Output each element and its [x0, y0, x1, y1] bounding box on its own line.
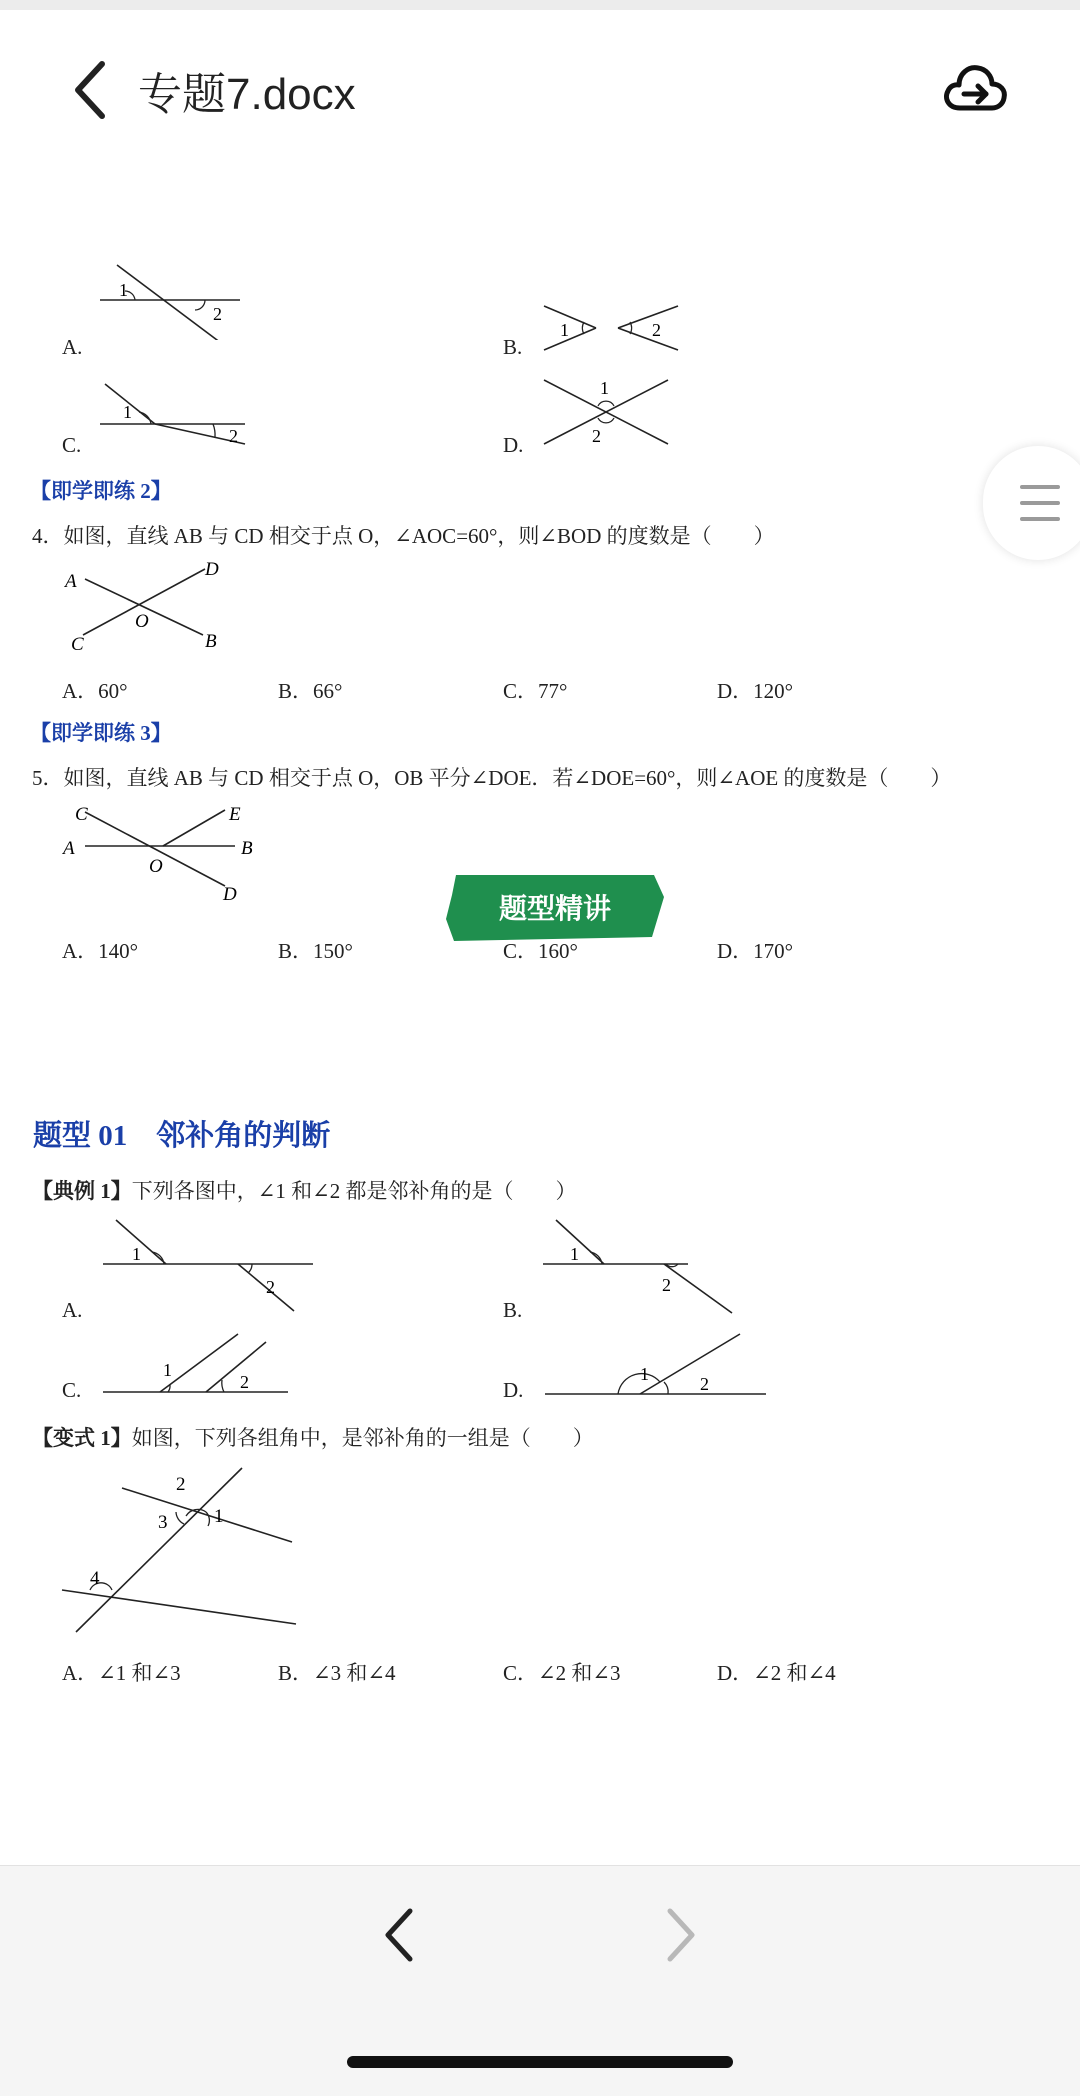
q3-figure-a [95, 260, 245, 340]
practice2-option-b: B．66° [278, 679, 343, 703]
side-menu-button[interactable] [983, 446, 1080, 560]
practice2-question: 4．如图，直线 AB 与 CD 相交于点 O，∠AOC=60°，则∠BOD 的度数是（ ） [32, 524, 775, 548]
practice2-point-o: O [135, 611, 149, 632]
practice2-figure [55, 555, 255, 650]
practice3-point-d: D [223, 884, 237, 903]
example1-c-angle1: 1 [163, 1360, 172, 1380]
q3-option-b-label: B. [503, 335, 523, 359]
status-strip [0, 0, 1080, 10]
example1-heading: 【典例 1】 [32, 1179, 132, 1203]
home-indicator[interactable] [347, 2056, 733, 2068]
example1-d-angle2: 2 [700, 1374, 709, 1394]
example1-line [32, 1175, 576, 1205]
q3-b-angle1: 1 [560, 320, 569, 340]
cloud-share-button[interactable] [940, 56, 1010, 120]
practice2-point-b: B [205, 631, 217, 650]
practice3-figure [55, 798, 275, 903]
variant1-angle1: 1 [214, 1506, 224, 1527]
chevron-left-icon [62, 50, 122, 130]
example1-option-b-label: B. [503, 1298, 523, 1322]
section-title: 题型 01 邻补角的判断 [33, 1120, 331, 1152]
practice3-option-a: A．140° [62, 939, 139, 963]
practice3-point-c: C [75, 804, 88, 825]
example1-figure-b [538, 1215, 738, 1315]
practice2-option-c: C．77° [503, 679, 568, 703]
example1-question: 下列各图中，∠1 和∠2 都是邻补角的是（ ） [131, 1179, 577, 1203]
example1-c-angle2: 2 [240, 1372, 249, 1392]
cloud-share-icon [940, 56, 1010, 120]
document-page[interactable] [0, 150, 1080, 1865]
example1-option-d-label: D. [503, 1378, 524, 1402]
practice2-point-d: D [205, 559, 219, 580]
q3-figure-d [538, 372, 678, 452]
variant1-option-c: C．∠2 和∠3 [503, 1661, 621, 1685]
q3-option-c-label: C. [62, 433, 82, 457]
practice2-point-c: C [71, 634, 84, 650]
practice2-option-d: D．120° [717, 679, 794, 703]
q3-c-angle2: 2 [229, 426, 238, 446]
section-banner-text: 题型精讲 [498, 892, 611, 925]
practice3-option-c: C．160° [503, 939, 578, 963]
q3-d-angle1: 1 [600, 378, 609, 398]
example1-figure-c [98, 1330, 298, 1400]
variant1-angle2: 2 [176, 1474, 186, 1495]
variant1-option-d: D．∠2 和∠4 [717, 1661, 836, 1685]
example1-option-c-label: C. [62, 1378, 82, 1402]
example1-b-angle2: 2 [662, 1275, 671, 1295]
example1-a-angle1: 1 [132, 1244, 141, 1264]
variant1-option-b: B．∠3 和∠4 [278, 1661, 396, 1685]
example1-figure-d [540, 1330, 770, 1400]
q3-figure-c [95, 378, 255, 458]
q3-a-angle2: 2 [213, 304, 222, 324]
app-header [0, 10, 1080, 150]
practice2-option-a: A．60° [62, 679, 128, 703]
q3-option-d-label: D. [503, 433, 524, 457]
practice3-point-b: B [241, 838, 253, 859]
practice3-heading: 【即学即练 3】 [30, 721, 172, 745]
variant1-line [32, 1422, 594, 1452]
practice2-heading: 【即学即练 2】 [30, 479, 172, 503]
chevron-left-icon [370, 1905, 430, 1965]
next-page-button[interactable] [650, 1905, 710, 1965]
variant1-figure [60, 1460, 305, 1640]
q3-a-angle1: 1 [119, 280, 128, 300]
variant1-angle3: 3 [158, 1512, 168, 1533]
practice3-question: 5．如图，直线 AB 与 CD 相交于点 O，OB 平分∠DOE．若∠DOE=60°，则∠AOE 的度数是（ ） [32, 766, 952, 790]
example1-figure-a [98, 1215, 318, 1315]
practice2-point-a: A [65, 571, 77, 592]
practice3-option-d: D．170° [717, 939, 794, 963]
example1-option-a-label: A. [62, 1298, 83, 1322]
practice3-point-o: O [149, 856, 163, 877]
variant1-option-a: A．∠1 和∠3 [62, 1661, 181, 1685]
practice3-option-b: B．150° [278, 939, 353, 963]
practice3-point-a: A [63, 838, 75, 859]
q3-c-angle1: 1 [123, 402, 132, 422]
variant1-angle4: 4 [90, 1568, 100, 1589]
variant1-question: 如图，下列各组角中，是邻补角的一组是（ ） [131, 1426, 594, 1450]
example1-b-angle1: 1 [570, 1244, 579, 1264]
q3-figure-b [540, 300, 685, 360]
q3-option-a-label: A. [62, 335, 83, 359]
example1-d-angle1: 1 [640, 1364, 649, 1384]
example1-a-angle2: 2 [266, 1277, 275, 1297]
practice3-point-e: E [229, 804, 241, 825]
q3-b-angle2: 2 [652, 320, 661, 340]
back-button[interactable] [62, 50, 122, 130]
q3-d-angle2: 2 [592, 426, 601, 446]
prev-page-button[interactable] [370, 1905, 430, 1965]
chevron-right-icon [650, 1905, 710, 1965]
variant1-heading: 【变式 1】 [32, 1426, 132, 1450]
document-title: 专题7.docx [138, 70, 356, 119]
